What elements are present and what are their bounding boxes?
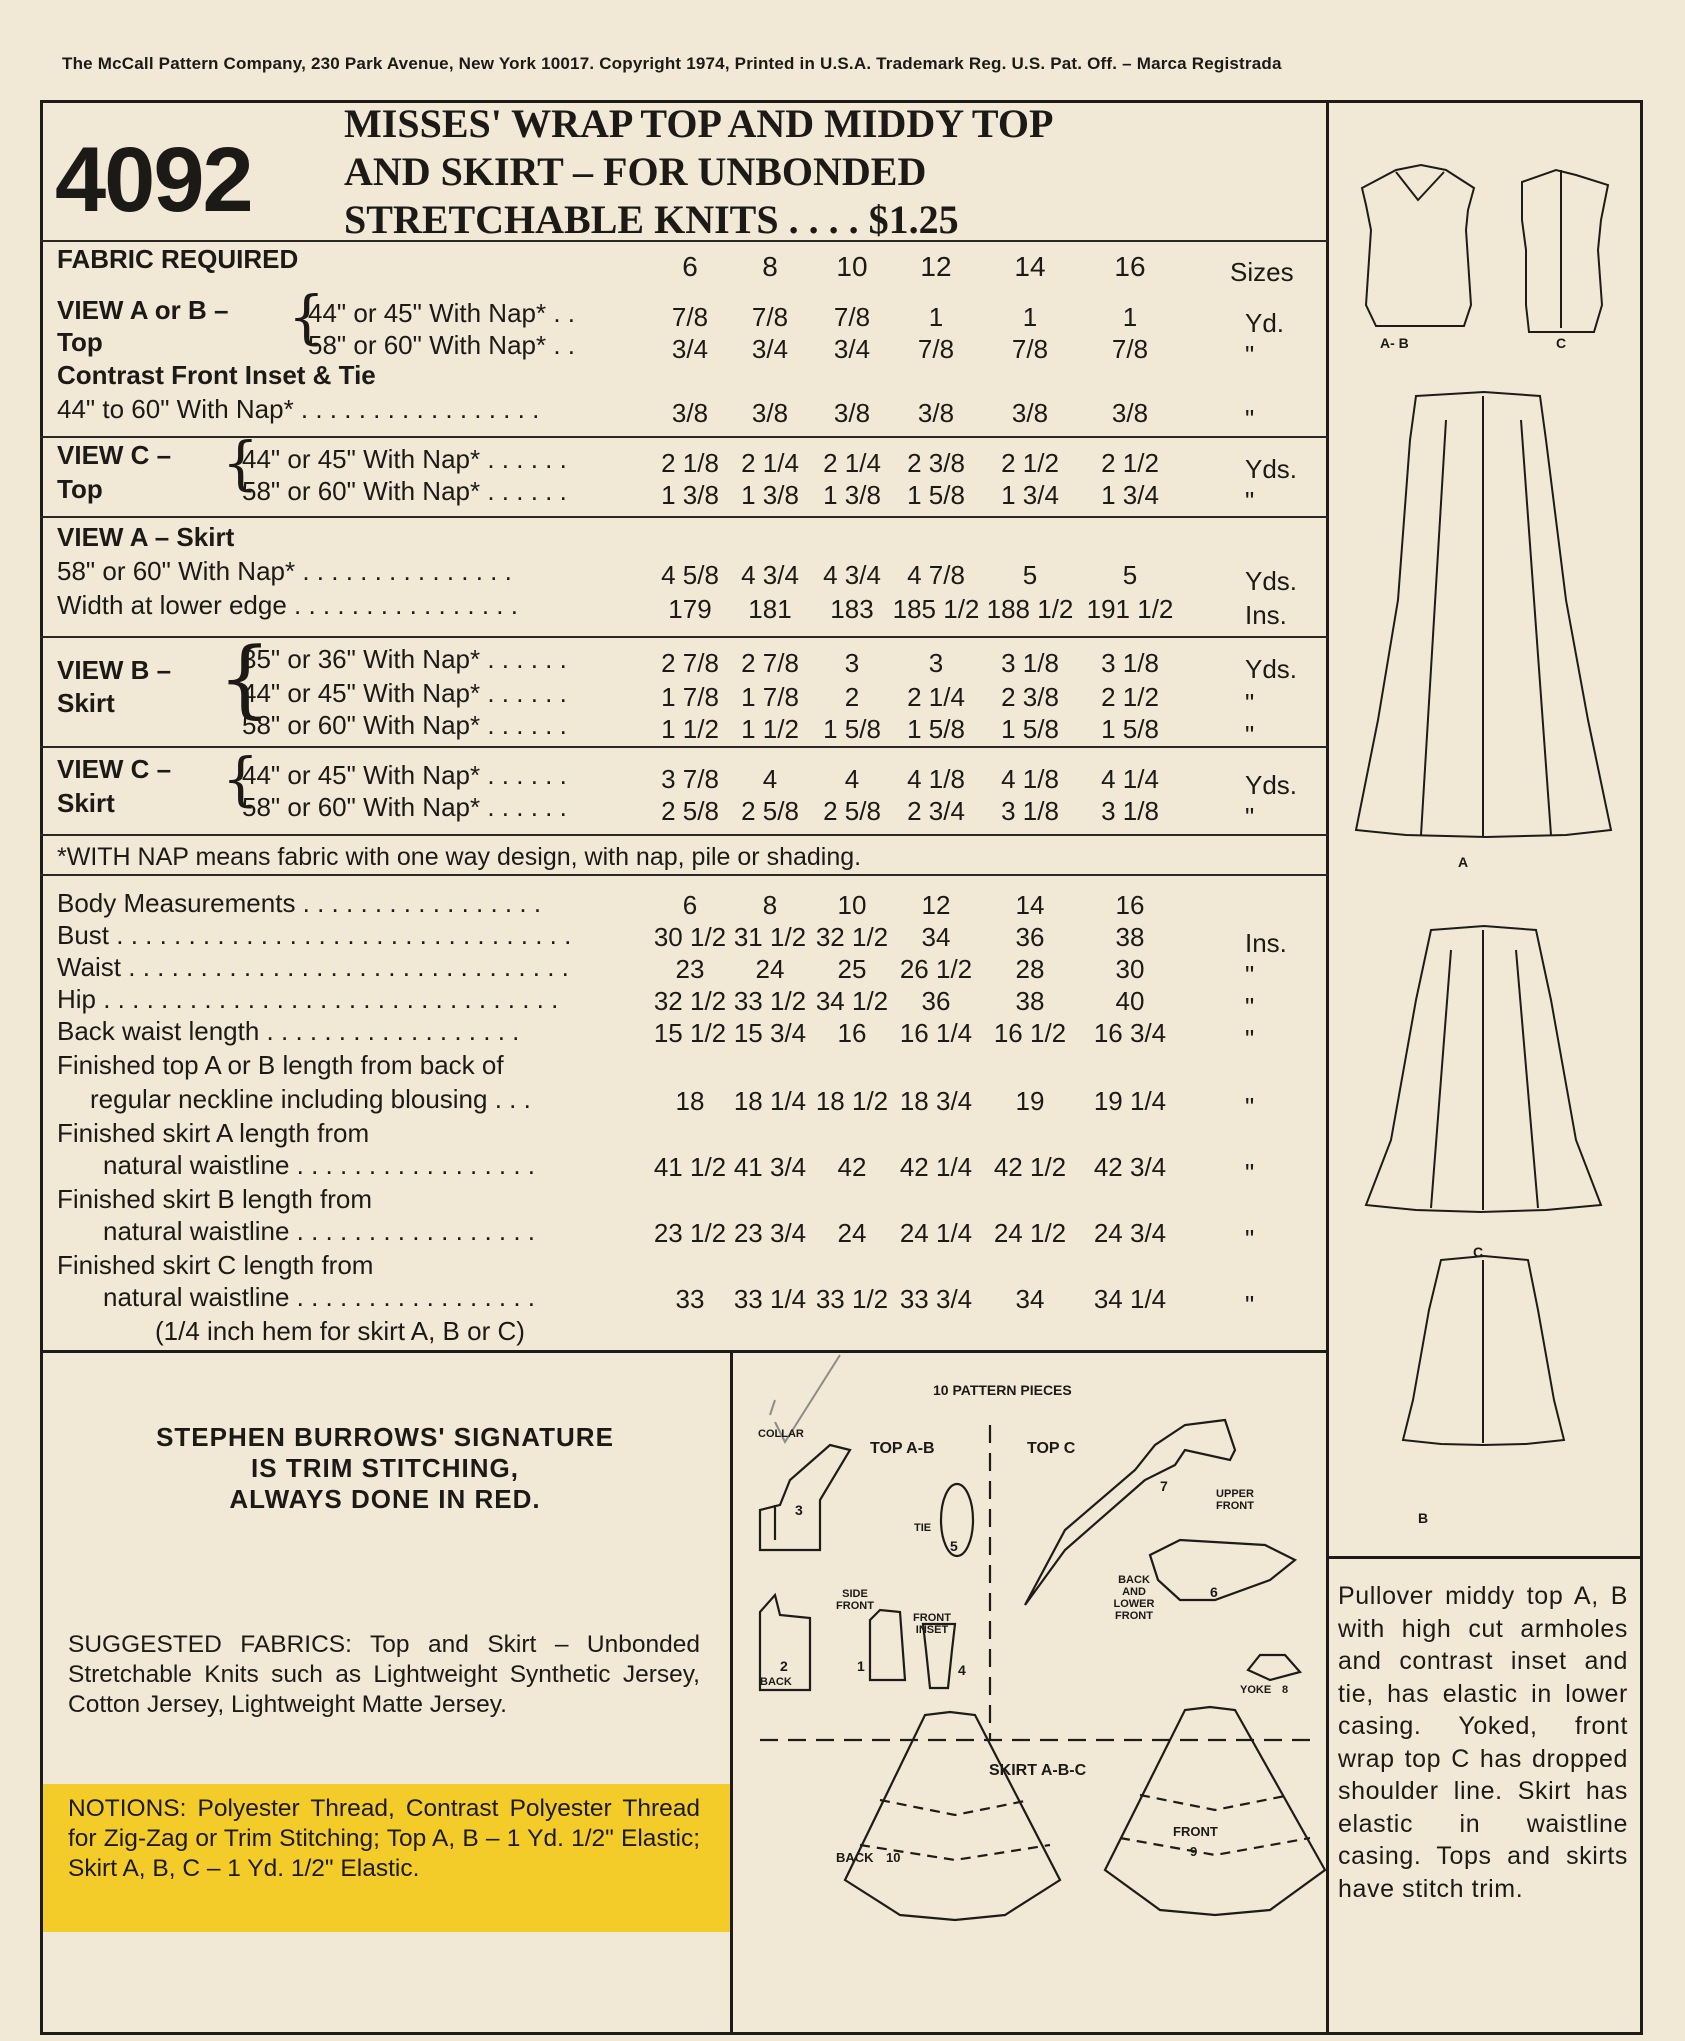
fabric-unit: " <box>1245 720 1255 750</box>
fabric-value: 3 1/8 <box>1101 796 1159 826</box>
body-value: 31 1/2 <box>733 922 807 952</box>
row-desc: 58" or 60" With Nap* . . . . . . <box>242 710 567 740</box>
body-value: 16 <box>837 1018 867 1048</box>
fabric-value: 2 7/8 <box>661 648 719 678</box>
skirt-back-label: BACK <box>836 1850 874 1865</box>
fabric-value: 7/8 <box>671 302 709 332</box>
body-value: 33 1/2 <box>733 986 807 1016</box>
fabric-unit: Yds. <box>1245 566 1298 596</box>
row-label: VIEW A – Skirt <box>57 522 235 552</box>
fabric-value: 7/8 <box>917 334 955 364</box>
fabric-value: 1 3/4 <box>1101 480 1159 510</box>
fabric-value: 3/4 <box>671 334 709 364</box>
body-heading: Body Measurements . . . . . . . . . . . . . . . . . <box>57 888 542 918</box>
fabric-value: 1 5/8 <box>1101 714 1159 744</box>
fabric-value: 4 1/4 <box>1101 764 1159 794</box>
fabric-value: 2 <box>844 682 860 712</box>
finished-line1: Finished skirt C length from <box>57 1250 374 1280</box>
pattern-title-line-1: MISSES' WRAP TOP AND MIDDY TOP <box>344 101 1054 146</box>
fabric-value: 1 3/8 <box>661 480 719 510</box>
body-value: 16 1/4 <box>899 1018 973 1048</box>
skirt-back-number: 10 <box>886 1850 901 1865</box>
finished-value: 18 1/4 <box>733 1086 807 1116</box>
fabric-value: 1 7/8 <box>661 682 719 712</box>
finished-line1: Finished skirt B length from <box>57 1184 373 1214</box>
view-c-top-label: C <box>1556 335 1567 351</box>
body-row-label: Waist . . . . . . . . . . . . . . . . . . . . . . . . . . . . . . . <box>57 952 569 982</box>
row-desc: 58" or 60" With Nap* . . . . . . . . . . . . . . . <box>57 556 512 586</box>
row-desc: 44" or 45" With Nap* . . <box>308 298 576 328</box>
body-value: 28 <box>1015 954 1045 984</box>
fabric-value: 3 1/8 <box>1001 648 1059 678</box>
fabric-value: 2 3/4 <box>907 796 965 826</box>
top-ab-label: TOP A-B <box>870 1440 935 1457</box>
back-label: BACK <box>760 1676 792 1688</box>
row-desc: Width at lower edge . . . . . . . . . . . . . . . . <box>57 590 518 620</box>
row-label: Contrast Front Inset & Tie <box>57 360 376 390</box>
finished-value: 18 3/4 <box>899 1086 973 1116</box>
size-header-cell: 10 <box>836 251 868 282</box>
row-label: Top <box>57 327 103 357</box>
fabric-value: 3/8 <box>917 398 955 428</box>
rule-6 <box>40 874 1328 876</box>
fabric-value: 4 <box>762 764 778 794</box>
finished-value: 34 1/4 <box>1093 1284 1167 1314</box>
row-desc: 44" to 60" With Nap* . . . . . . . . . . . . . . . . . <box>57 394 540 424</box>
fabric-value: 3 <box>844 648 860 678</box>
fabric-value: 3 1/8 <box>1001 796 1059 826</box>
yoke-label: YOKE <box>1240 1684 1272 1696</box>
finished-value: 24 1/2 <box>993 1218 1067 1248</box>
signature-line-3: ALWAYS DONE IN RED. <box>229 1484 541 1514</box>
finished-value: 19 <box>1015 1086 1045 1116</box>
view-ab-label: A- B <box>1380 335 1409 351</box>
fabric-value: 7/8 <box>833 302 871 332</box>
top-c-drawing <box>1522 170 1608 332</box>
top-c-label: TOP C <box>1027 1440 1076 1457</box>
fabric-value: 3 <box>928 648 944 678</box>
suggested-label: SUGGESTED FABRICS: <box>68 1631 352 1658</box>
fabric-unit: Ins. <box>1245 600 1287 630</box>
size-header-cell: 8 <box>762 251 778 282</box>
body-value: 26 1/2 <box>899 954 973 984</box>
finished-unit: " <box>1245 1290 1255 1320</box>
body-value: 30 1/2 <box>653 922 727 952</box>
finished-value: 42 1/4 <box>899 1152 973 1182</box>
body-size-header-cell: 8 <box>762 890 778 920</box>
pattern-title-line-2: AND SKIRT – FOR UNBONDED <box>344 149 927 194</box>
fabric-value: 2 5/8 <box>823 796 881 826</box>
fabric-value: 2 1/2 <box>1101 682 1159 712</box>
fabric-unit: " <box>1245 688 1255 718</box>
notions <box>68 1794 700 1884</box>
brace: { <box>222 745 259 813</box>
fabric-value: 4 1/8 <box>1001 764 1059 794</box>
body-value: 38 <box>1115 922 1145 952</box>
fabric-value: 3/8 <box>1011 398 1049 428</box>
fabric-value: 2 1/2 <box>1001 448 1059 478</box>
fabric-value: 1 <box>928 302 944 332</box>
fabric-value: 4 3/4 <box>741 560 799 590</box>
signature-line-2: IS TRIM STITCHING, <box>251 1453 519 1483</box>
finished-value: 18 <box>675 1086 705 1116</box>
fabric-value: 4 3/4 <box>823 560 881 590</box>
fabric-unit: " <box>1245 404 1255 434</box>
body-value: 25 <box>837 954 867 984</box>
fabric-value: 4 7/8 <box>907 560 965 590</box>
row-label: VIEW A or B – <box>57 295 229 325</box>
body-value: 32 1/2 <box>815 922 889 952</box>
row-desc: 44" or 45" With Nap* . . . . . . <box>242 760 567 790</box>
row-label: Top <box>57 474 103 504</box>
body-value: 38 <box>1015 986 1045 1016</box>
fabric-value: 181 <box>748 594 792 624</box>
copyright-line: The McCall Pattern Company, 230 Park Avenue, New York 10017. Copyright 1974, Printed in U.S.A. Trademark Reg. U.S. Pat. Off. – Marca Registrada <box>62 54 1282 73</box>
view-b-label: B <box>1418 1510 1429 1526</box>
finished-line2: natural waistline . . . . . . . . . . . . . . . . . <box>103 1282 536 1312</box>
top-ab-drawing <box>1362 165 1474 326</box>
finished-value: 24 1/4 <box>899 1218 973 1248</box>
body-value: 16 3/4 <box>1093 1018 1167 1048</box>
finished-value: 42 3/4 <box>1093 1152 1167 1182</box>
fabric-value: 3/8 <box>751 398 789 428</box>
fabric-value: 1 5/8 <box>823 714 881 744</box>
fabric-value: 2 1/2 <box>1101 448 1159 478</box>
description-top-divider <box>1326 1556 1643 1559</box>
fabric-value: 1 5/8 <box>1001 714 1059 744</box>
pattern-number: 4092 <box>55 129 252 231</box>
finished-value: 23 3/4 <box>733 1218 807 1248</box>
fabric-value: 1 5/8 <box>907 480 965 510</box>
side-front-number: 1 <box>857 1658 865 1674</box>
body-value: 15 1/2 <box>653 1018 727 1048</box>
tie-number: 5 <box>950 1538 958 1554</box>
fabric-value: 179 <box>668 594 712 624</box>
view-a-label: A <box>1458 854 1469 870</box>
body-size-header-cell: 10 <box>837 890 867 920</box>
fabric-value: 3/8 <box>1111 398 1149 428</box>
body-value: 34 <box>921 922 951 952</box>
finished-line1: Finished top A or B length from back of <box>57 1050 504 1080</box>
fabric-value: 2 1/8 <box>661 448 719 478</box>
upper-front-number: 7 <box>1160 1478 1168 1494</box>
fabric-value: 3/8 <box>671 398 709 428</box>
finished-value: 41 1/2 <box>653 1152 727 1182</box>
collar-label: COLLAR <box>758 1428 804 1440</box>
finished-line1: Finished skirt A length from <box>57 1118 370 1148</box>
fabric-value: 1 <box>1022 302 1038 332</box>
fabric-value: 3/4 <box>751 334 789 364</box>
fabric-value: 7/8 <box>751 302 789 332</box>
pattern-description: Pullover middy top A, B with high cut armholes and contrast inset and tie, has elastic in lower casing. Yoked, front wrap top C has dropped shoulder line. Skirt has elastic in waistline casing. Tops and skirts have stitch trim. <box>1338 1582 1628 1903</box>
body-size-header-cell: 14 <box>1015 890 1045 920</box>
skirt-front-number: 9 <box>1190 1844 1198 1859</box>
fabric-value: 1 7/8 <box>741 682 799 712</box>
fabric-value: 4 1/8 <box>907 764 965 794</box>
body-row-label: Hip . . . . . . . . . . . . . . . . . . . . . . . . . . . . . . . . <box>57 984 559 1014</box>
finished-value: 19 1/4 <box>1093 1086 1167 1116</box>
fabric-unit: Yds. <box>1245 454 1298 484</box>
yoke-number: 8 <box>1282 1684 1289 1696</box>
side-front-label: SIDE FRONT <box>836 1588 874 1612</box>
fabric-unit: Yds. <box>1245 654 1298 684</box>
body-value: 32 1/2 <box>653 986 727 1016</box>
size-header-cell: 16 <box>1114 251 1146 282</box>
fabric-value: 2 1/4 <box>741 448 799 478</box>
finished-value: 41 3/4 <box>733 1152 807 1182</box>
body-value: 15 3/4 <box>733 1018 807 1048</box>
finished-line2: natural waistline . . . . . . . . . . . . . . . . . <box>103 1150 536 1180</box>
fabric-value: 1 3/8 <box>823 480 881 510</box>
row-desc: 44" or 45" With Nap* . . . . . . <box>242 444 567 474</box>
finished-line2: regular neckline including blousing . . . <box>90 1084 531 1114</box>
fabric-unit: Yds. <box>1245 770 1298 800</box>
finished-value: 23 1/2 <box>653 1218 727 1248</box>
body-value: 30 <box>1115 954 1145 984</box>
fabric-value: 1 1/2 <box>661 714 719 744</box>
finished-value: 42 <box>837 1152 867 1182</box>
fabric-value: 185 1/2 <box>892 594 980 624</box>
finished-value: 24 <box>837 1218 867 1248</box>
body-value: 40 <box>1115 986 1145 1016</box>
finished-value: 24 3/4 <box>1093 1218 1167 1248</box>
fabric-unit: " <box>1245 340 1255 370</box>
brace: { <box>218 629 272 727</box>
sizes-label: Sizes <box>1230 257 1294 287</box>
body-value: 36 <box>921 986 951 1016</box>
body-size-header-cell: 12 <box>921 890 951 920</box>
row-desc: 35" or 36" With Nap* . . . . . . <box>242 644 567 674</box>
finished-value: 34 <box>1015 1284 1045 1314</box>
body-unit: " <box>1245 1024 1255 1054</box>
size-header-cell: 14 <box>1014 251 1046 282</box>
size-header-cell: 12 <box>920 251 952 282</box>
finished-line2: natural waistline . . . . . . . . . . . . . . . . . <box>103 1216 536 1246</box>
brace: { <box>288 283 325 351</box>
finished-unit: " <box>1245 1224 1255 1254</box>
back-lower-front-number: 6 <box>1210 1584 1218 1600</box>
finished-value: 33 1/4 <box>733 1284 807 1314</box>
rule-2 <box>40 516 1328 518</box>
body-unit: " <box>1245 992 1255 1022</box>
view-c-skirt-label: C <box>1473 1244 1484 1260</box>
fabric-value: 7/8 <box>1011 334 1049 364</box>
signature-line-1: STEPHEN BURROWS' SIGNATURE <box>156 1422 614 1452</box>
row-label: VIEW B – <box>57 655 172 685</box>
row-label: Skirt <box>57 688 115 718</box>
suggested-fabrics <box>68 1630 700 1720</box>
fabric-value: 3/8 <box>833 398 871 428</box>
finished-unit: " <box>1245 1092 1255 1122</box>
size-header-cell: 6 <box>682 251 698 282</box>
notions-text: Polyester Thread, Contrast Polyester Thread for Zig-Zag or Trim Stitching; Top A, B – 1 Yd. 1/2" Elastic; Skirt A, B, C – 1 Yd. 1/2" Elastic. <box>68 1795 700 1882</box>
row-desc: 58" or 60" With Nap* . . . . . . <box>242 476 567 506</box>
signature-block <box>40 1422 730 1515</box>
fabric-value: 2 7/8 <box>741 648 799 678</box>
fabric-value: 7/8 <box>1111 334 1149 364</box>
front-inset-number: 4 <box>958 1662 966 1678</box>
body-value: 34 1/2 <box>815 986 889 1016</box>
fabric-unit: " <box>1245 486 1255 516</box>
body-unit: Ins. <box>1245 928 1287 958</box>
fabric-unit: " <box>1245 802 1255 832</box>
body-row-label: Bust . . . . . . . . . . . . . . . . . . . . . . . . . . . . . . . . <box>57 920 572 950</box>
pattern-title-line-3: STRETCHABLE KNITS . . . . $1.25 <box>344 197 959 242</box>
body-value: 36 <box>1015 922 1045 952</box>
fabric-value: 4 5/8 <box>661 560 719 590</box>
fabric-value: 2 5/8 <box>661 796 719 826</box>
brace: { <box>222 429 259 497</box>
fabric-unit: Yd. <box>1245 308 1285 338</box>
fabric-value: 1 <box>1122 302 1138 332</box>
collar-number: 3 <box>795 1502 803 1518</box>
fabric-value: 1 5/8 <box>907 714 965 744</box>
tie-label: TIE <box>914 1522 932 1534</box>
fabric-value: 183 <box>830 594 874 624</box>
fabric-value: 5 <box>1122 560 1138 590</box>
row-label: VIEW C – <box>57 754 172 784</box>
finished-value: 42 1/2 <box>993 1152 1067 1182</box>
row-label: Skirt <box>57 788 115 818</box>
row-label: VIEW C – <box>57 440 172 470</box>
body-unit: " <box>1245 960 1255 990</box>
fabric-value: 188 1/2 <box>986 594 1074 624</box>
finished-value: 33 3/4 <box>899 1284 973 1314</box>
fabric-value: 2 1/4 <box>907 682 965 712</box>
fabric-value: 5 <box>1022 560 1038 590</box>
finished-value: 33 <box>675 1284 705 1314</box>
fabric-heading: FABRIC REQUIRED <box>57 244 299 274</box>
pieces-heading: 10 PATTERN PIECES <box>933 1382 1072 1398</box>
front-inset-label: FRONT INSET <box>913 1612 951 1636</box>
fabric-heading-rule <box>40 240 1328 242</box>
fabric-value: 3 7/8 <box>661 764 719 794</box>
fabric-value: 3 1/8 <box>1101 648 1159 678</box>
view-illustrations <box>1326 100 1643 1556</box>
fabric-value: 1 3/4 <box>1001 480 1059 510</box>
row-desc: 44" or 45" With Nap* . . . . . . <box>242 678 567 708</box>
body-value: 24 <box>755 954 785 984</box>
fabric-value: 2 3/8 <box>1001 682 1059 712</box>
finished-unit: " <box>1245 1158 1255 1188</box>
suggested-text: Top and Skirt – Unbonded Stretchable Knits such as Lightweight Synthetic Jersey, Cotton Jersey, Lightweight Matte Jersey. <box>68 1631 700 1718</box>
body-size-header-cell: 6 <box>682 890 698 920</box>
skirt-front-label: FRONT <box>1173 1824 1218 1839</box>
upper-front-label: UPPER FRONT <box>1216 1488 1254 1512</box>
fabric-value: 2 5/8 <box>741 796 799 826</box>
fabric-value: 191 1/2 <box>1086 594 1174 624</box>
body-value: 23 <box>675 954 705 984</box>
pattern-pieces-diagram <box>730 1350 1326 2035</box>
body-size-header-cell: 16 <box>1115 890 1145 920</box>
row-desc: 58" or 60" With Nap* . . <box>308 330 576 360</box>
nap-note: *WITH NAP means fabric with one way design, with nap, pile or shading. <box>57 843 862 871</box>
body-value: 16 1/2 <box>993 1018 1067 1048</box>
fabric-value: 2 1/4 <box>823 448 881 478</box>
fabric-value: 2 3/8 <box>907 448 965 478</box>
body-row-label: Back waist length . . . . . . . . . . . . . . . . . . <box>57 1016 520 1046</box>
rule-5 <box>40 834 1328 836</box>
back-number: 2 <box>780 1658 788 1674</box>
fabric-value: 1 3/8 <box>741 480 799 510</box>
hem-note: (1/4 inch hem for skirt A, B or C) <box>155 1316 525 1346</box>
fabric-value: 4 <box>844 764 860 794</box>
fabric-value: 1 1/2 <box>741 714 799 744</box>
skirt-label: SKIRT A-B-C <box>989 1762 1087 1779</box>
row-desc: 58" or 60" With Nap* . . . . . . <box>242 792 567 822</box>
back-lower-front-label: BACK AND LOWER FRONT <box>1113 1574 1155 1622</box>
notions-label: NOTIONS: <box>68 1795 187 1822</box>
finished-value: 18 1/2 <box>815 1086 889 1116</box>
fabric-value: 3/4 <box>833 334 871 364</box>
finished-value: 33 1/2 <box>815 1284 889 1314</box>
